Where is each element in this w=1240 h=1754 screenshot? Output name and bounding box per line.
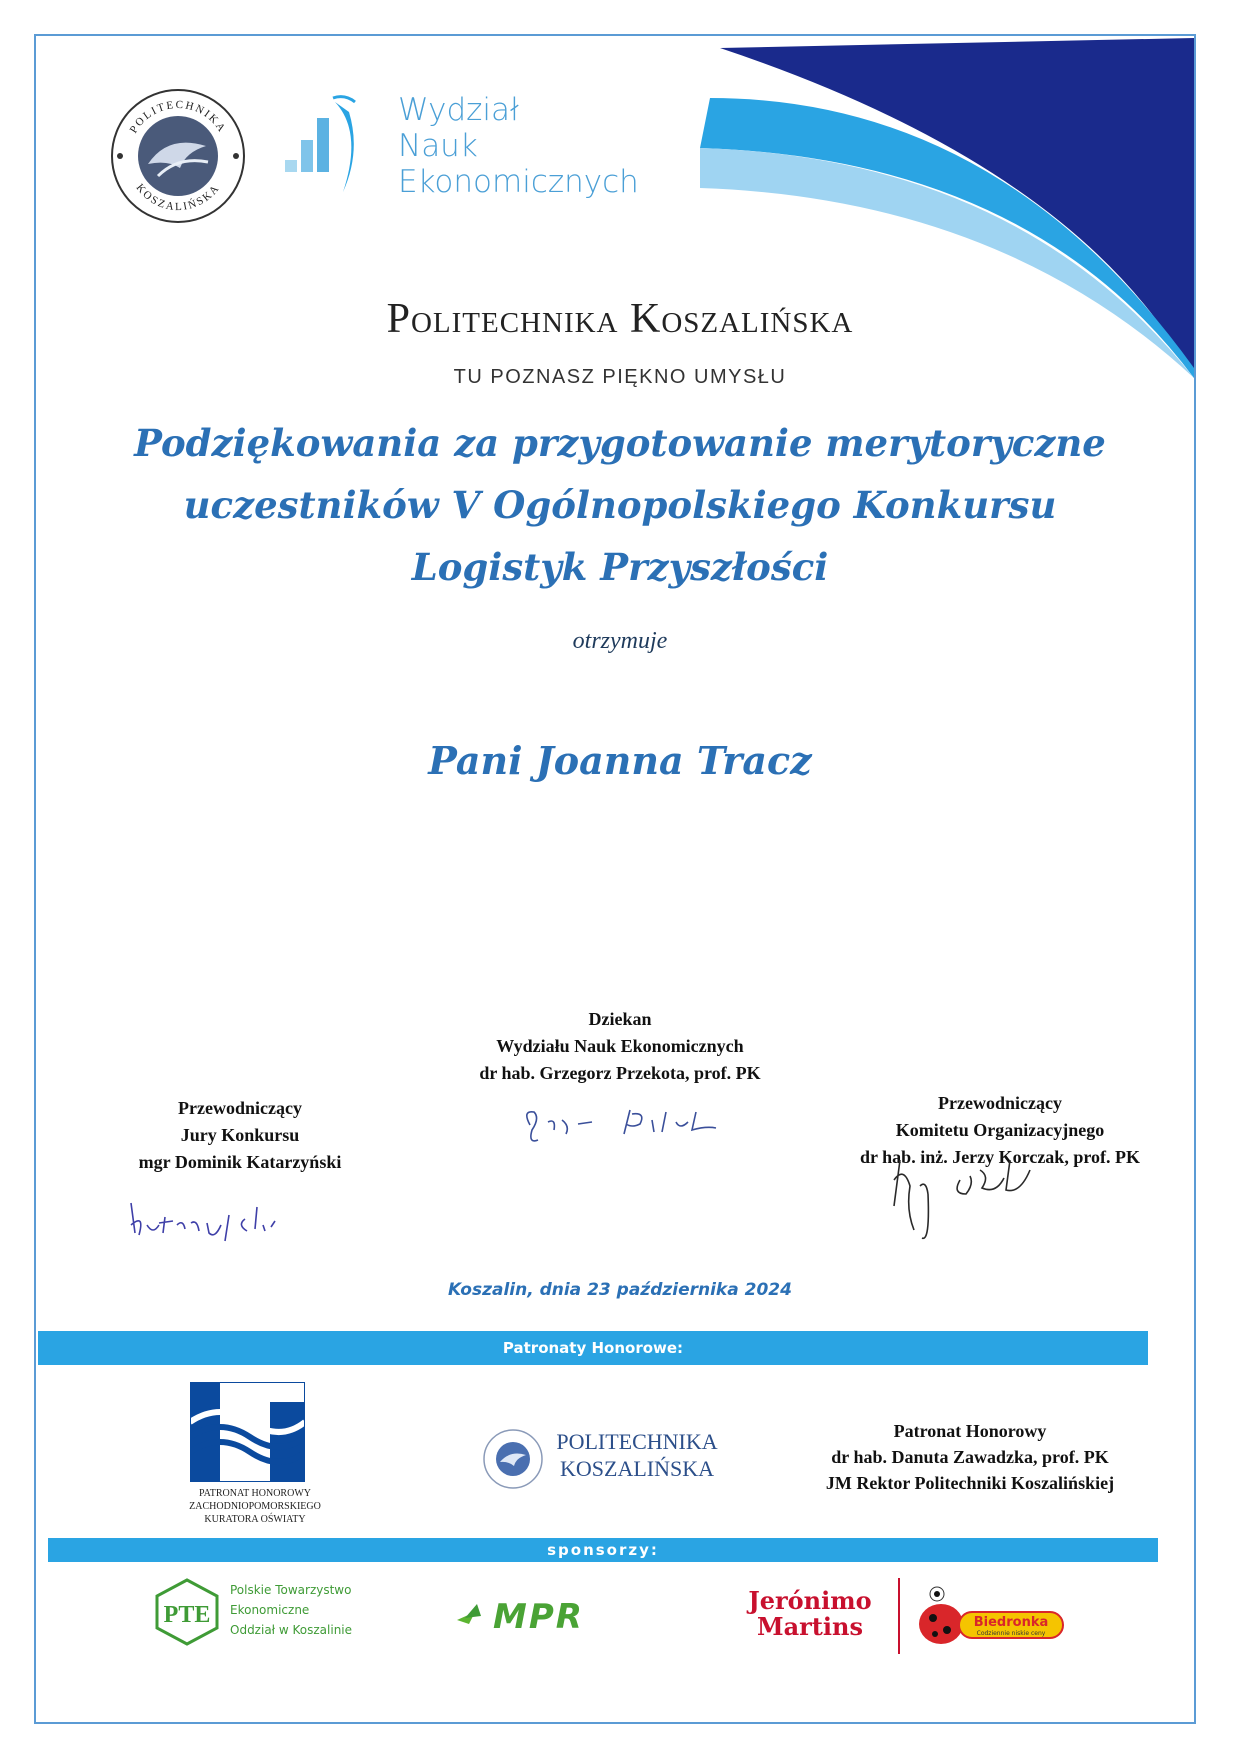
jeronimo-martins-logo — [730, 1588, 890, 1640]
kurator-caption-line: KURATORA OŚWIATY — [204, 1514, 306, 1525]
jury-handwritten-signature — [125, 1195, 305, 1250]
certificate-heading — [0, 412, 1240, 598]
biedronka-logo — [915, 1580, 1065, 1652]
receives-label: otrzymuje — [572, 628, 668, 654]
svg-text:Codziennie niskie ceny: Codziennie niskie ceny — [976, 1630, 1046, 1637]
issue-date: Koszalin, dnia 23 października 2024 — [448, 1280, 792, 1300]
kurator-caption — [150, 1487, 360, 1526]
faculty-name — [398, 92, 639, 200]
committee-handwritten-signature — [870, 1150, 1050, 1245]
faculty-name-line: Ekonomicznych — [398, 164, 639, 200]
committee-role: Przewodniczący — [938, 1093, 1062, 1113]
jury-unit: Jury Konkursu — [180, 1125, 300, 1145]
dean-unit: Wydziału Nauk Ekonomicznych — [496, 1036, 744, 1056]
jm-line: Jerónimo — [748, 1586, 872, 1615]
jury-role: Przewodniczący — [178, 1098, 302, 1118]
rector-patronage-line: dr hab. Danuta Zawadzka, prof. PK — [831, 1447, 1109, 1467]
svg-text:MPR: MPR — [493, 1597, 584, 1637]
university-small-name — [552, 1428, 722, 1482]
jm-line: Martins — [757, 1612, 863, 1641]
kurator-caption-line: PATRONAT HONOROWY — [199, 1488, 311, 1499]
heading-line: uczestników V Ogólnopolskiego Konkursu — [183, 483, 1057, 527]
patrons-bar: Patronaty Honorowe: — [38, 1331, 1148, 1365]
dean-role: Dziekan — [588, 1009, 652, 1029]
university-seal-logo — [108, 86, 248, 226]
pte-logo — [153, 1578, 221, 1646]
rector-patronage-line: JM Rektor Politechniki Koszalińskiej — [825, 1473, 1115, 1493]
recipient-name: Pani Joanna Tracz — [428, 738, 812, 783]
dean-handwritten-signature — [520, 1100, 730, 1150]
sponsor-divider — [898, 1578, 900, 1654]
pte-caption — [230, 1580, 352, 1640]
university-small-name-line: KOSZALIŃSKA — [560, 1456, 714, 1481]
university-title: Politechnika Koszalińska — [386, 296, 854, 342]
university-small-seal-logo — [482, 1428, 544, 1490]
faculty-name-line: Wydział — [398, 92, 519, 128]
kurator-caption-line: ZACHODNIOPOMORSKIEGO — [189, 1501, 321, 1512]
committee-name: dr hab. inż. Jerzy Korczak, prof. PK — [860, 1147, 1140, 1167]
committee-unit: Komitetu Organizacyjnego — [895, 1120, 1105, 1140]
university-small-name-line: POLITECHNIKA — [556, 1429, 718, 1454]
kurator-logo — [190, 1382, 305, 1482]
dean-name: dr hab. Grzegorz Przekota, prof. PK — [479, 1063, 761, 1083]
mpr-logo — [455, 1590, 650, 1640]
rector-patronage — [790, 1418, 1150, 1496]
svg-text:Biedronka: Biedronka — [973, 1615, 1049, 1630]
svg-text:KOSZALIŃSKA: KOSZALIŃSKA — [133, 181, 223, 214]
pte-caption-line: Oddział w Koszalinie — [230, 1623, 353, 1637]
faculty-name-line: Nauk — [398, 128, 478, 164]
sponsors-bar: sponsorzy: — [48, 1538, 1158, 1562]
heading-line: Logistyk Przyszłości — [411, 545, 829, 589]
svg-text:POLITECHNIKA: POLITECHNIKA — [127, 98, 229, 136]
faculty-chart-logo — [283, 92, 373, 202]
jury-name: mgr Dominik Katarzyński — [138, 1152, 342, 1172]
rector-patronage-line: Patronat Honorowy — [893, 1421, 1047, 1441]
heading-line: Podziękowania za przygotowanie merytoryczne — [134, 421, 1106, 465]
pte-caption-line: Ekonomiczne — [230, 1603, 310, 1617]
university-motto: TU POZNASZ PIĘKNO UMYSŁU — [453, 366, 787, 388]
dean-signature-block — [420, 1006, 820, 1087]
jury-signature-block — [90, 1095, 390, 1176]
pte-caption-line: Polskie Towarzystwo — [230, 1583, 352, 1597]
svg-text:PTE: PTE — [163, 1602, 211, 1628]
